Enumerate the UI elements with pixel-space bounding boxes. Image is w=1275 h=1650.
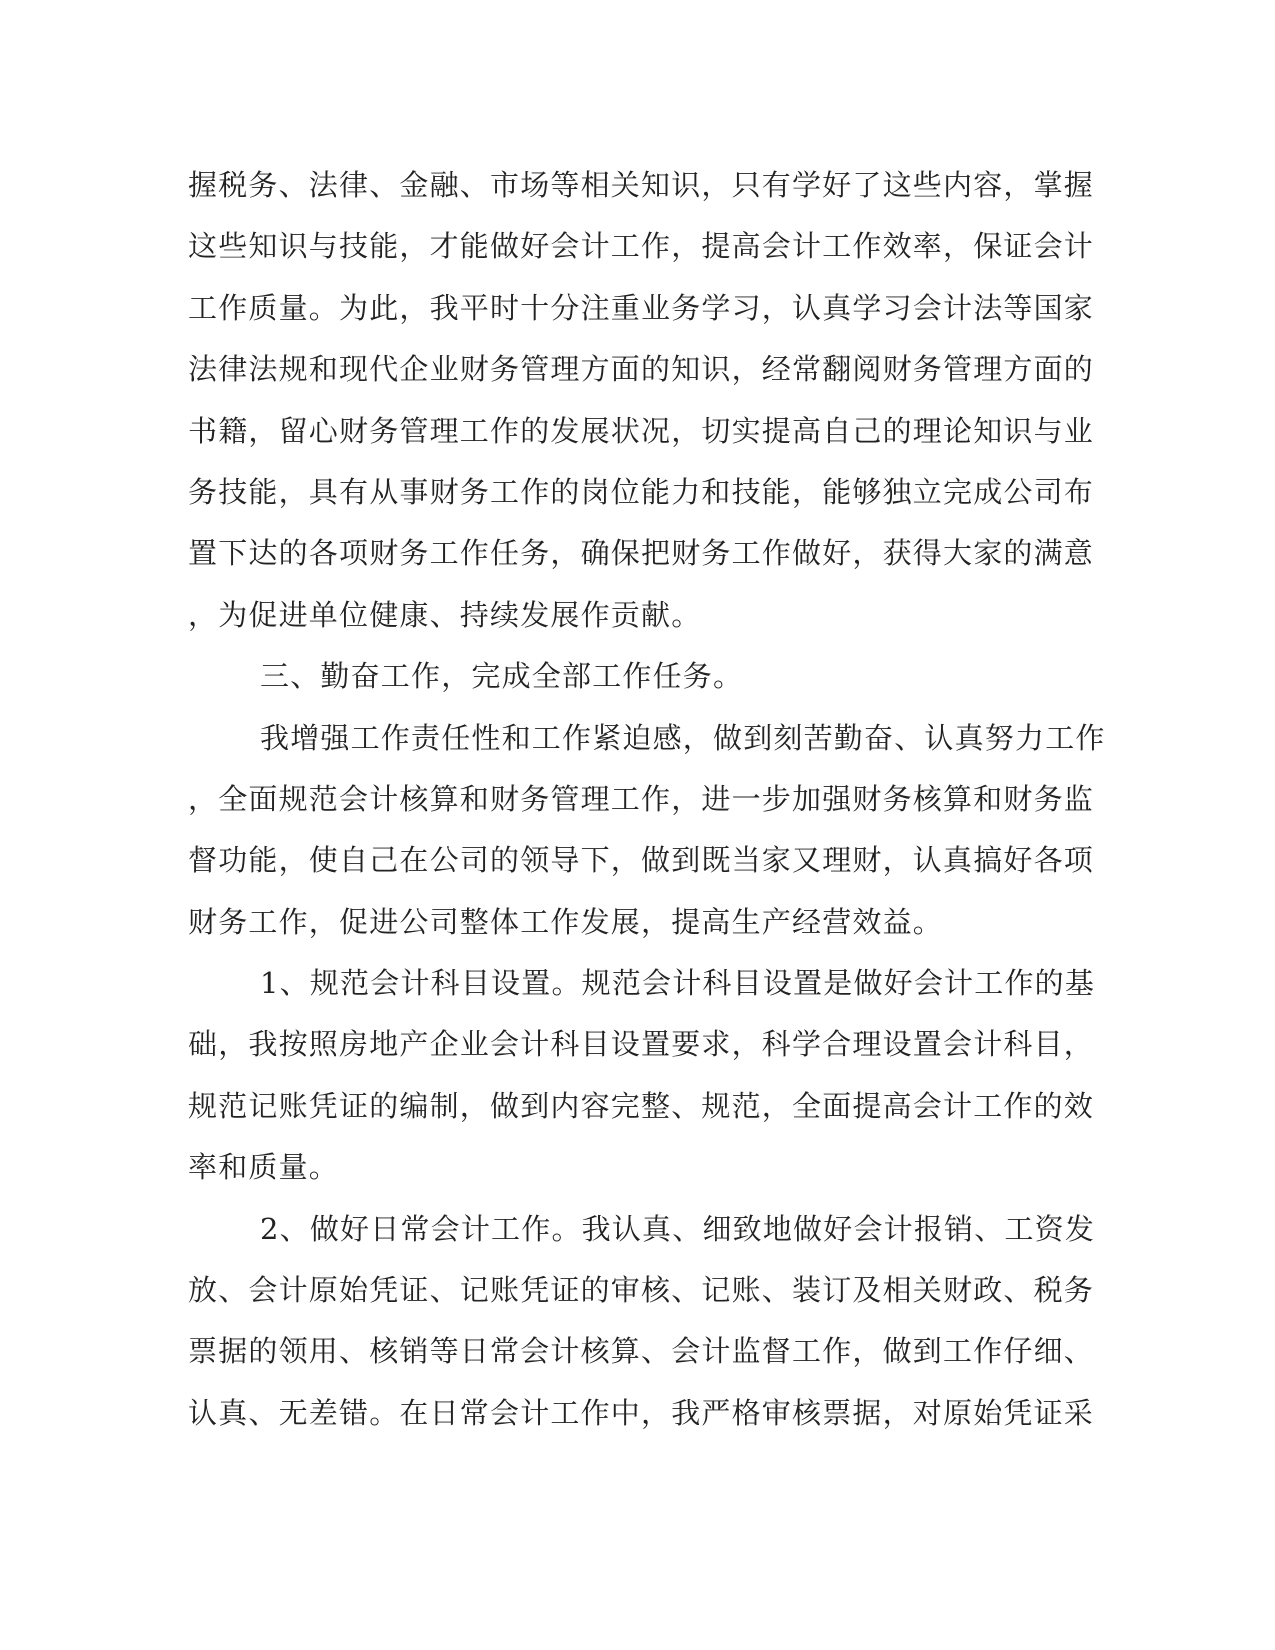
text-line: ，为促进单位健康、持续发展作贡献。 <box>188 597 702 632</box>
document-body <box>188 155 1106 1444</box>
text-line: 规范记账凭证的编制，做到内容完整、规范，全面提高会计工作的效 <box>188 1088 1095 1123</box>
text-line: 认真、无差错。在日常会计工作中，我严格审核票据，对原始凭证采 <box>188 1395 1095 1430</box>
paragraph-3 <box>188 953 1096 1199</box>
text-line: 础，我按照房地产企业会计科目设置要求，科学合理设置会计科目， <box>188 1027 1095 1062</box>
text-line: ，全面规范会计核算和财务管理工作，进一步加强财务核算和财务监 <box>188 781 1095 816</box>
text-line: 法律法规和现代企业财务管理方面的知识，经常翻阅财务管理方面的 <box>188 352 1095 387</box>
text-line: 握税务、法律、金融、市场等相关知识，只有学好了这些内容，掌握 <box>188 168 1095 202</box>
paragraph-1 <box>188 155 1095 646</box>
text-line: 书籍，留心财务管理工作的发展状况，切实提高自己的理论知识与业 <box>188 413 1095 448</box>
section-heading <box>188 646 1088 707</box>
text-line: 2、做好日常会计工作。我认真、细致地做好会计报销、工资发 <box>260 1211 1096 1246</box>
text-line: 票据的领用、核销等日常会计核算、会计监督工作，做到工作仔细、 <box>188 1334 1095 1369</box>
text-line: 督功能，使自己在公司的领导下，做到既当家又理财，认真搞好各项 <box>188 843 1095 878</box>
paragraph-2 <box>188 708 1106 954</box>
text-line: 1、规范会计科目设置。规范会计科目设置是做好会计工作的基 <box>260 966 1096 1001</box>
text-line: 置下达的各项财务工作任务，确保把财务工作做好，获得大家的满意 <box>188 536 1095 571</box>
text-line: 工作质量。为此，我平时十分注重业务学习，认真学习会计法等国家 <box>188 290 1095 325</box>
text-line: 务技能，具有从事财务工作的岗位能力和技能，能够独立完成公司布 <box>188 474 1095 509</box>
text-line: 财务工作，促进公司整体工作发展，提高生产经营效益。 <box>188 904 944 939</box>
text-line: 率和质量。 <box>188 1150 340 1185</box>
text-line: 我增强工作责任性和工作紧迫感，做到刻苦勤奋、认真努力工作 <box>260 720 1106 755</box>
paragraph-4 <box>188 1199 1096 1445</box>
heading-line: 三、勤奋工作，完成全部工作任务。 <box>260 659 744 694</box>
text-line: 这些知识与技能，才能做好会计工作，提高会计工作效率，保证会计 <box>188 229 1095 264</box>
text-line: 放、会计原始凭证、记账凭证的审核、记账、装订及相关财政、税务 <box>188 1273 1095 1308</box>
